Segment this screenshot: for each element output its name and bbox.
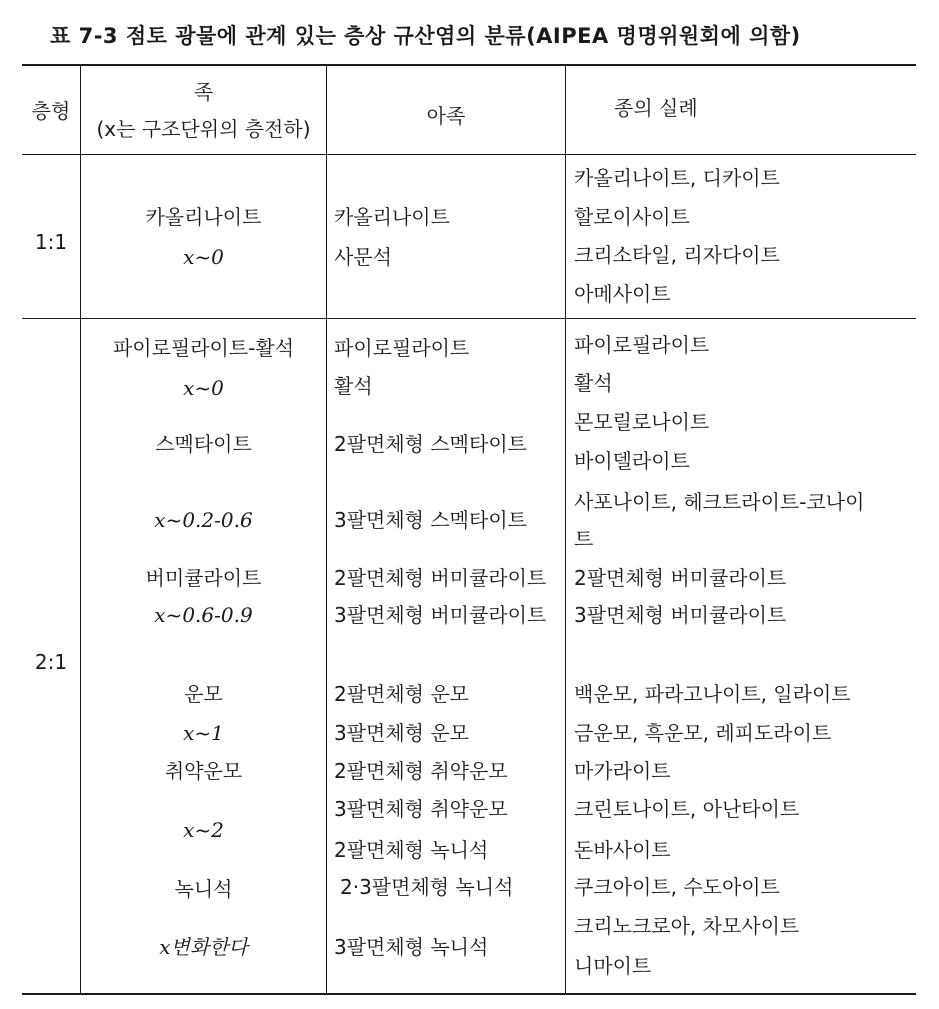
species-item: 백운모, 파라고나이트, 일라이트 xyxy=(574,682,851,706)
layer-type-2-1: 2:1 xyxy=(34,650,68,674)
subgroup-item: 파이로필라이트 xyxy=(334,336,470,360)
subgroup-item: 3팔면체형 버미큘라이트 xyxy=(334,603,547,627)
col-divider-2 xyxy=(326,65,327,994)
group-charge: x~1 xyxy=(183,721,224,745)
species-item: 크린토나이트, 아난타이트 xyxy=(574,797,800,821)
header-subgroup: 아족 xyxy=(426,104,466,128)
subgroup-item: 3팔면체형 녹니석 xyxy=(334,935,489,959)
species-item: 트 xyxy=(574,527,594,551)
species-item: 할로이사이트 xyxy=(574,205,690,229)
group-item: 취약운모 xyxy=(164,759,243,783)
group-charge: x~2 xyxy=(183,818,224,842)
group-item: 버미큘라이트 xyxy=(145,566,262,590)
top-rule xyxy=(22,64,916,66)
species-item: 니마이트 xyxy=(574,954,652,978)
header-layer-type: 층형 xyxy=(31,99,71,123)
group-charge: x~0.2-0.6 xyxy=(154,508,253,532)
subgroup-item: 3팔면체형 운모 xyxy=(334,721,470,745)
group-item: 스멕타이트 xyxy=(155,432,252,456)
col-divider-3 xyxy=(565,65,566,994)
species-item: 크리소타일, 리자다이트 xyxy=(574,243,780,267)
species-item: 카올리나이트, 디카이트 xyxy=(574,166,780,190)
species-item: 3팔면체형 버미큘라이트 xyxy=(574,603,787,627)
species-item: 사포나이트, 헤크트라이트-코나이 xyxy=(574,490,865,514)
species-item: 돈바사이트 xyxy=(574,838,671,862)
species-item: 아메사이트 xyxy=(574,282,671,306)
header-group-note: (x는 구조단위의 층전하) xyxy=(96,117,311,141)
group-charge: x~0.6-0.9 xyxy=(154,603,253,627)
species-item: 마가라이트 xyxy=(574,759,671,783)
subgroup-item: 2팔면체형 취약운모 xyxy=(334,759,508,783)
group-item: 운모 xyxy=(184,682,223,706)
table-title: 표 7-3 점토 광물에 관계 있는 층상 규산염의 분류(AIPEA 명명위원회에 의함) xyxy=(50,24,801,48)
subgroup-item: 2팔면체형 버미큘라이트 xyxy=(334,566,547,590)
species-item: 금운모, 흑운모, 레피도라이트 xyxy=(574,721,832,745)
group-item: 파이로필라이트-활석 xyxy=(112,336,295,360)
group-charge: x변화한다 xyxy=(159,935,248,959)
species-item: 쿠크아이트, 수도아이트 xyxy=(574,875,780,899)
species-item: 바이델라이트 xyxy=(574,449,690,473)
layer-type-1-1: 1:1 xyxy=(34,230,68,254)
header-group: 족 xyxy=(193,80,214,104)
subgroup-item: 카올리나이트 xyxy=(334,205,450,229)
row-separator xyxy=(22,318,916,319)
subgroup-item: 2팔면체형 녹니석 xyxy=(334,838,489,862)
subgroup-item: 3팔면체형 스멕타이트 xyxy=(334,508,527,532)
bottom-rule xyxy=(22,993,916,995)
subgroup-item: 2·3팔면체형 녹니석 xyxy=(340,875,514,899)
subgroup-item: 3팔면체형 취약운모 xyxy=(334,797,508,821)
group-kaolinite: 카올리나이트 xyxy=(145,205,262,229)
subgroup-item: 2팔면체형 운모 xyxy=(334,682,470,706)
species-item: 2팔면체형 버미큘라이트 xyxy=(574,566,787,590)
header-species: 종의 실례 xyxy=(614,96,698,120)
subgroup-item: 2팔면체형 스멕타이트 xyxy=(334,432,527,456)
species-item: 몬모릴로나이트 xyxy=(574,410,710,434)
species-item: 파이로필라이트 xyxy=(574,333,710,357)
species-item: 크리노크로아, 차모사이트 xyxy=(574,914,800,938)
group-item: 녹니석 xyxy=(174,877,233,901)
subgroup-item: 활석 xyxy=(334,374,373,398)
species-item: 활석 xyxy=(574,371,613,395)
group-charge: x~0 xyxy=(183,376,224,400)
subgroup-item: 사문석 xyxy=(334,245,392,269)
header-rule xyxy=(22,154,916,155)
charge-kaolinite: x~0 xyxy=(183,245,224,269)
